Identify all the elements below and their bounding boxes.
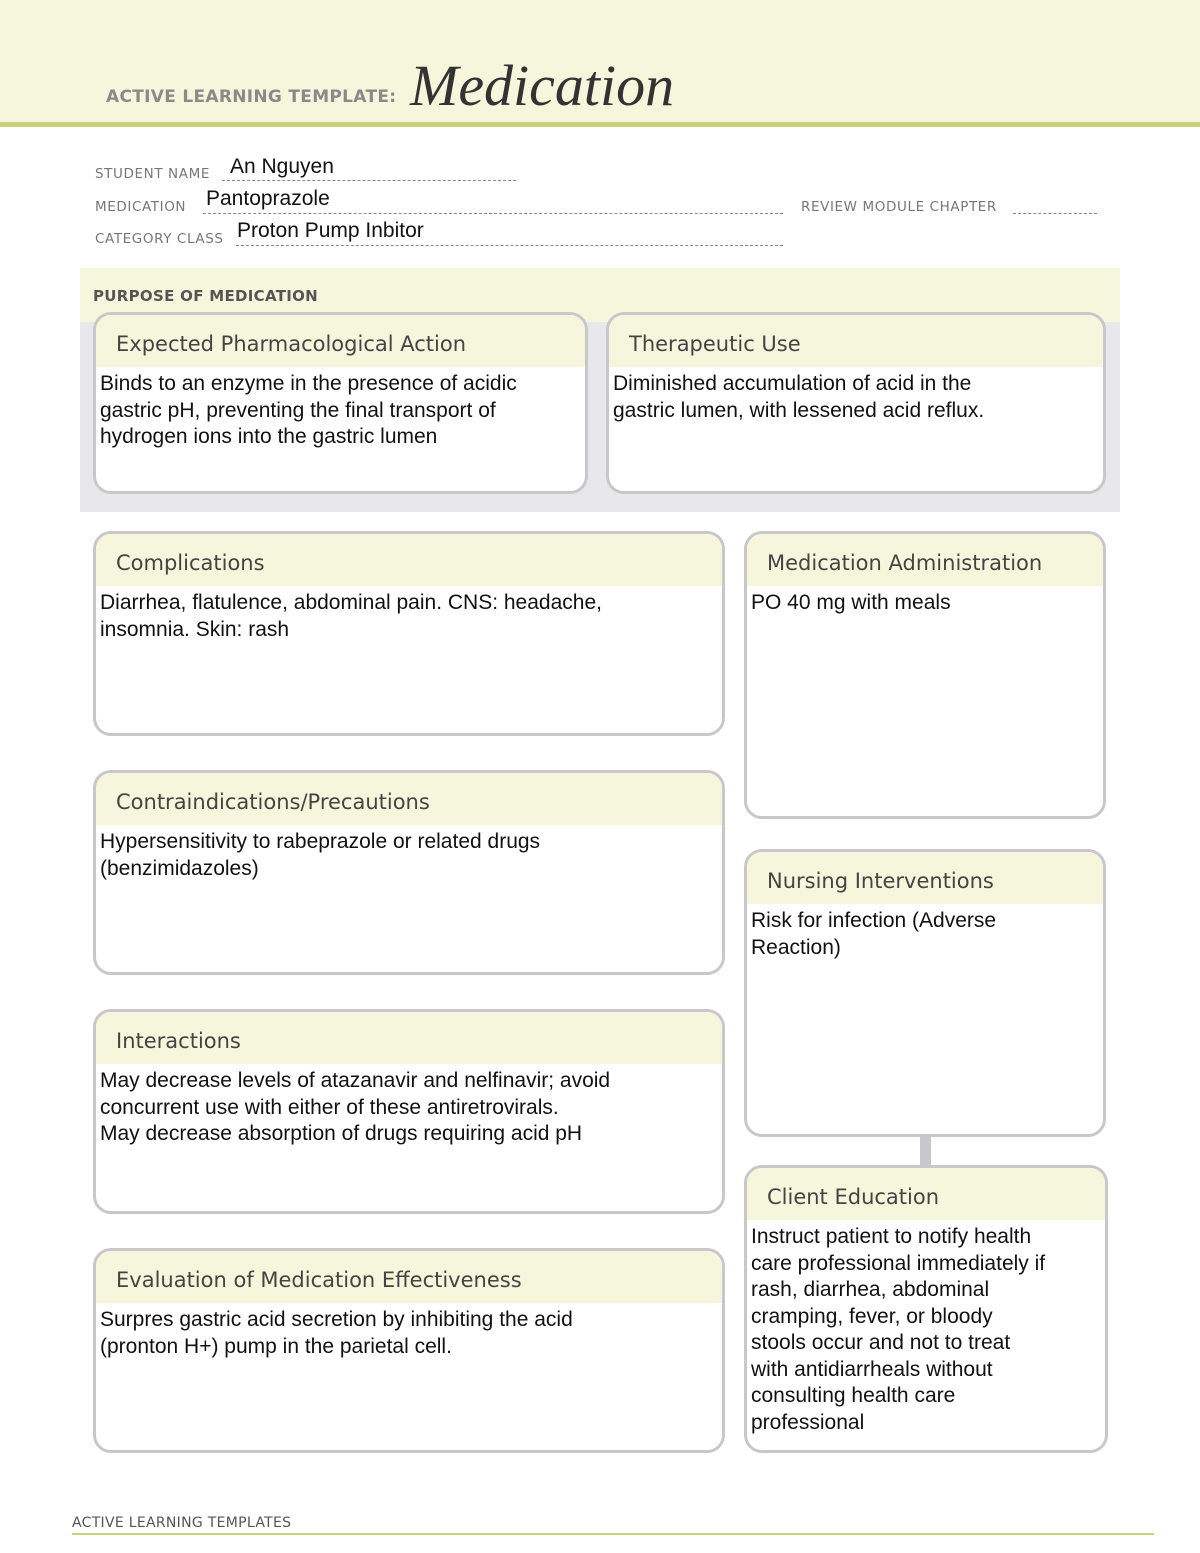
footer-label: ACTIVE LEARNING TEMPLATES	[72, 1515, 292, 1531]
footer-divider	[72, 1533, 1154, 1535]
template-title: Medication	[410, 53, 675, 118]
complications-box	[93, 531, 725, 736]
medication-field[interactable]: Pantoprazole	[206, 187, 330, 210]
purpose-label: PURPOSE OF MEDICATION	[93, 287, 319, 305]
nursing-interventions-title: Nursing Interventions	[747, 852, 1103, 904]
complications-title: Complications	[96, 534, 722, 586]
client-education-title: Client Education	[747, 1168, 1105, 1220]
category-class-line	[236, 245, 783, 246]
interactions-title: Interactions	[96, 1012, 722, 1064]
evaluation-text[interactable]: Surpres gastric acid secretion by inhibiting the acid (pronton H+) pump in the parietal cell.	[100, 1308, 573, 1358]
therapeutic-use-box	[606, 312, 1106, 494]
student-name-label: STUDENT NAME	[95, 166, 210, 182]
contraindications-box	[93, 770, 725, 975]
interactions-box	[93, 1009, 725, 1214]
interactions-text[interactable]: May decrease levels of atazanavir and nelfinavir; avoid concurrent use with either of these antiretrovirals. May decrease absorption of drugs requiring acid pH	[100, 1069, 611, 1145]
header-divider	[0, 122, 1200, 127]
review-module-label: REVIEW MODULE CHAPTER	[801, 199, 997, 215]
student-name-field[interactable]: An Nguyen	[230, 155, 334, 178]
medication-administration-text[interactable]: PO 40 mg with meals	[751, 591, 951, 614]
medication-line	[203, 213, 783, 214]
client-education-text[interactable]: Instruct patient to notify health care professional immediately if rash, diarrhea, abdominal cramping, fever, or bloody stools occur and not to treat with antidiarrheals without consulting health care professional	[751, 1225, 1046, 1434]
therapeutic-use-title: Therapeutic Use	[609, 315, 1103, 367]
complications-text[interactable]: Diarrhea, flatulence, abdominal pain. CNS: headache, insomnia. Skin: rash	[100, 591, 602, 641]
contraindications-title: Contraindications/Precautions	[96, 773, 722, 825]
nursing-interventions-box	[744, 849, 1106, 1137]
medication-label: MEDICATION	[95, 199, 187, 215]
medication-administration-box	[744, 531, 1106, 819]
evaluation-box	[93, 1248, 725, 1453]
medication-administration-title: Medication Administration	[747, 534, 1103, 586]
client-education-box	[744, 1165, 1108, 1453]
evaluation-title: Evaluation of Medication Effectiveness	[96, 1251, 722, 1303]
nursing-interventions-text[interactable]: Risk for infection (Adverse Reaction)	[751, 909, 997, 959]
therapeutic-use-text[interactable]: Diminished accumulation of acid in the gastric lumen, with lessened acid reflux.	[613, 372, 985, 422]
contraindications-text[interactable]: Hypersensitivity to rabeprazole or related drugs (benzimidazoles)	[100, 830, 541, 880]
category-class-label: CATEGORY CLASS	[95, 231, 224, 247]
expected-action-text[interactable]: Binds to an enzyme in the presence of acidic gastric pH, preventing the final transport of hydrogen ions into the gastric lumen	[100, 372, 517, 448]
review-module-line	[1013, 213, 1097, 214]
template-label: ACTIVE LEARNING TEMPLATE:	[106, 87, 397, 107]
category-class-field[interactable]: Proton Pump Inbitor	[237, 219, 424, 242]
expected-action-box	[93, 312, 588, 494]
expected-action-title: Expected Pharmacological Action	[96, 315, 585, 367]
box-connector	[920, 1135, 931, 1167]
student-name-line	[222, 180, 516, 181]
